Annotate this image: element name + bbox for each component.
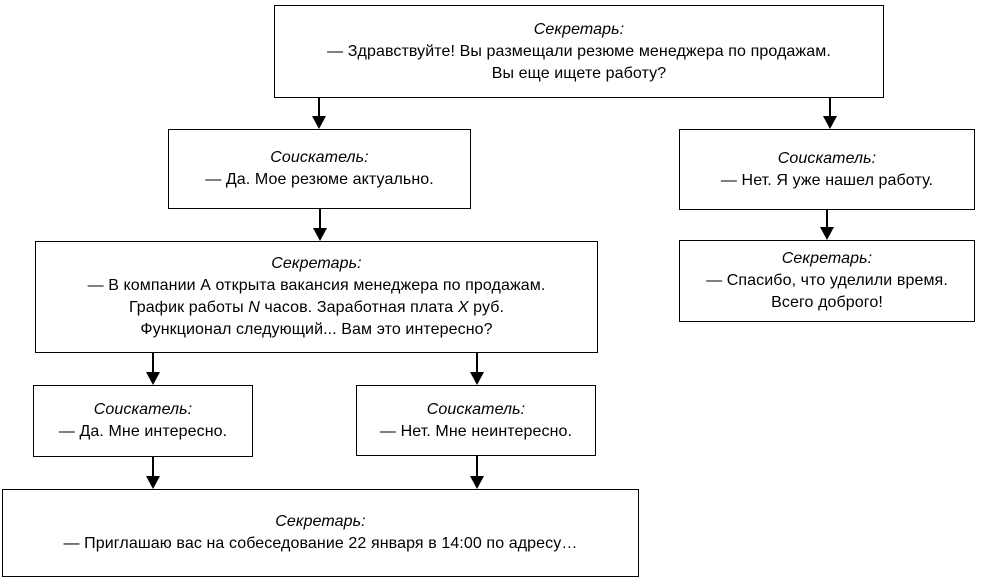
dialogue-line: — Здравствуйте! Вы размещали резюме менеджера по продажам. [327,42,831,60]
flow-node-found-job [679,129,975,210]
speaker-label: Соискатель: [270,149,369,166]
dialogue-line: — В компании А открыта вакансия менеджера по продажам. [87,277,546,294]
speaker-label: Секретарь: [275,513,366,530]
dialogue-line: График работы N часов. Заработная плата X руб. [128,299,505,316]
flow-node-vacancy [35,241,598,353]
dialogue-line: — Нет. Мне неинтересно. [379,422,573,440]
arrow-not-interested-to-invite-icon [469,456,485,489]
arrow-vacancy-to-not-interested-icon [469,353,485,385]
arrow-interested-to-invite-icon [145,457,161,489]
arrow-found-job-to-thanks-icon [819,210,835,240]
arrow-greeting-to-found-job-icon [822,98,838,129]
arrow-vacancy-to-interested-icon [145,353,161,385]
variable-x: X [457,299,469,316]
flow-node-invite [2,489,639,577]
dialogue-line: Вы еще ищете работу? [491,64,667,82]
variable-n: N [248,299,260,316]
arrow-greeting-to-resume-actual-icon [311,98,327,129]
flow-node-interested [33,385,253,457]
flow-node-resume-actual [168,129,471,209]
flow-node-thanks [679,240,975,322]
flow-node-greeting [274,5,884,98]
speaker-label: Секретарь: [271,255,362,272]
dialogue-line: — Да. Мне интересно. [58,423,228,440]
dialogue-line: — Спасибо, что уделили время. [706,272,948,289]
speaker-label: Соискатель: [426,400,526,418]
speaker-label: Секретарь: [533,20,625,38]
dialogue-line: Функционал следующий... Вам это интересно? [140,321,493,338]
dialogue-line: — Да. Мое резюме актуально. [205,171,434,188]
dialogue-line: — Приглашаю вас на собеседование 22 января в 14:00 по адресу… [63,535,578,552]
flow-node-not-interested [356,385,596,456]
dialogue-line: Всего доброго! [771,294,883,311]
speaker-label: Соискатель: [93,401,193,418]
arrow-resume-actual-to-vacancy-icon [312,209,328,241]
speaker-label: Секретарь: [781,250,873,267]
dialogue-line: — Нет. Я уже нашел работу. [720,171,934,189]
speaker-label: Соискатель: [777,149,877,167]
